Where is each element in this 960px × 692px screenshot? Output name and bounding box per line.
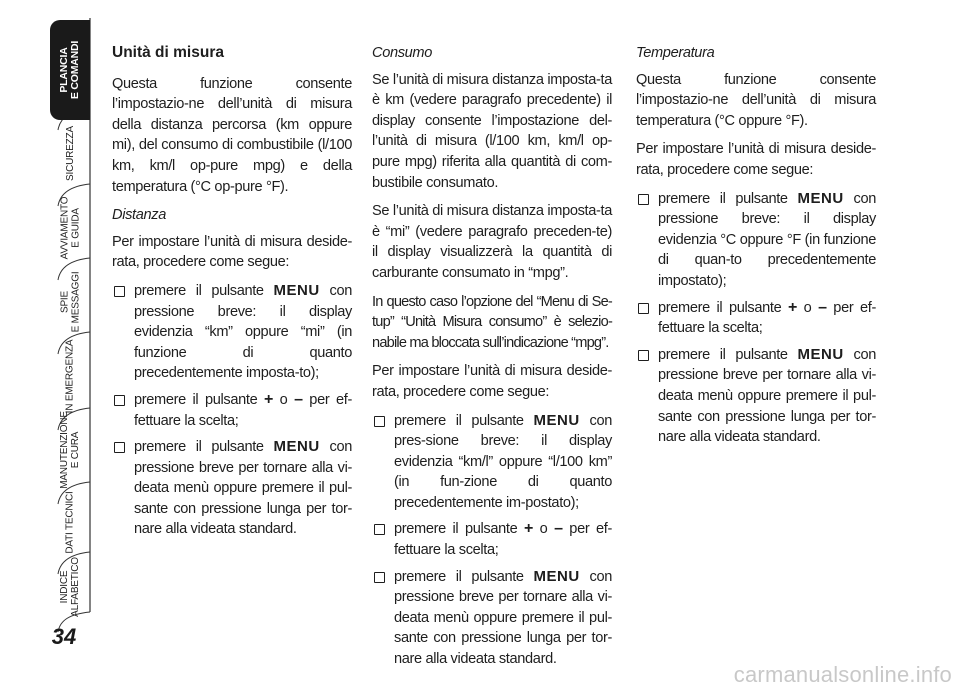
steps-list <box>112 281 352 540</box>
list-item: premere il pulsante MENU con pressione breve per tornare alla vi-deata menù oppure premere il pul-sante con pressione lunga per tor-nare alla videata standard. <box>112 437 352 540</box>
tab-indice-alfabetico[interactable]: INDICE ALFABETICO <box>59 557 81 617</box>
checkbox-bullet-icon <box>114 442 125 453</box>
minus-key: – <box>294 390 303 408</box>
checkbox-bullet-icon <box>374 572 385 583</box>
list-item: premere il pulsante MENU con pressione breve per tornare alla vi-deata menù oppure premere il pul-sante con pressione lunga per tor-nare alla videata standard. <box>372 567 612 670</box>
minus-key: – <box>554 520 563 538</box>
menu-key: MENU <box>797 189 844 207</box>
paragraph: Se l’unità di misura distanza imposta-ta è “mi” (vedere paragrafo preceden-te) il display visualizzerà la quantità di carburante consumato in “mpg”. <box>372 203 612 281</box>
menu-key: MENU <box>533 411 580 429</box>
tab-manutenzione-e-cura[interactable]: MANUTENZIONE E CURA <box>59 411 82 489</box>
checkbox-bullet-icon <box>374 416 385 427</box>
tab-in-emergenza[interactable]: IN EMERGENZA <box>64 339 76 413</box>
tab-avviamento-e-guida[interactable]: AVVIAMENTO E GUIDA <box>59 196 81 260</box>
list-item: premere il pulsante MENU con pressione breve: il display evidenzia “km” oppure “mi” (in funzione di quanto precedentemente imposta-to); <box>112 281 352 384</box>
minus-key: – <box>818 298 827 316</box>
menu-key: MENU <box>533 567 580 585</box>
list-item: premere il pulsante MENU con pressione breve: il display evidenzia °C oppure °F (in funzione di quan-to precedentemente impostato); <box>636 189 876 292</box>
tab-plancia-e-comandi[interactable]: PLANCIA E COMANDI <box>50 20 90 120</box>
section-title: Unità di misura <box>112 44 224 61</box>
lead-paragraph: Per impostare l’unità di misura deside-rata, procedere come segue: <box>112 233 352 271</box>
menu-key: MENU <box>797 345 844 363</box>
intro-paragraph: Questa funzione consente l’impostazio-ne dell’unità di misura temperatura (°C oppure °F). <box>636 71 876 129</box>
checkbox-bullet-icon <box>638 194 649 205</box>
page-number: 34 <box>51 624 77 649</box>
tab-spie-e-messaggi[interactable]: SPIE E MESSAGGI <box>59 271 82 333</box>
paragraph: In questo caso l’opzione del “Menu di Se-tup” “Unità Misura consumo” è selezio-nabile ma bloccata sull’indicazione “mpg”. <box>372 293 612 351</box>
checkbox-bullet-icon <box>374 524 385 535</box>
steps-list <box>372 411 612 670</box>
list-item: premere il pulsante MENU con pressione breve per tornare alla vi-deata menù oppure premere il pul-sante con pressione lunga per tor-nare alla videata standard. <box>636 345 876 448</box>
tab-dati-tecnici[interactable]: DATI TECNICI <box>64 490 76 554</box>
steps-list <box>636 189 876 448</box>
plus-key: + <box>264 390 274 408</box>
list-item: premere il pulsante + o – per ef-fettuare la scelta; <box>372 519 612 560</box>
subhead-consumo: Consumo <box>372 45 433 61</box>
list-item: premere il pulsante MENU con pres-sione breve: il display evidenzia “km/l” oppure “l/100 km” (in fun-zione di quanto precedentemente im-postato); <box>372 411 612 514</box>
watermark: carmanualsonline.info <box>733 662 952 687</box>
plus-key: + <box>524 520 534 538</box>
column-temperatura <box>636 43 876 456</box>
tab-sicurezza[interactable]: SICUREZZA <box>64 125 76 181</box>
plus-key: + <box>788 298 798 316</box>
subhead-temperatura: Temperatura <box>636 45 715 61</box>
menu-key: MENU <box>273 438 320 456</box>
column-unita-di-misura <box>112 43 352 548</box>
lead-paragraph: Per impostare l’unità di misura deside-rata, procedere come segue: <box>636 141 876 178</box>
list-item: premere il pulsante + o – per ef-fettuare la scelta; <box>112 390 352 431</box>
lead-paragraph: Per impostare l’unità di misura deside-rata, procedere come segue: <box>372 363 612 400</box>
menu-key: MENU <box>273 281 320 299</box>
checkbox-bullet-icon <box>638 303 649 314</box>
paragraph: Se l’unità di misura distanza imposta-ta è km (vedere paragrafo precedente) il display consente l’impostazione del-l’unità di misura (l/100 km, km/l op-pure mpg) riferita alla quantità di com-bustibile consumato. <box>372 71 612 191</box>
checkbox-bullet-icon <box>114 395 125 406</box>
subhead-distanza: Distanza <box>112 207 166 224</box>
checkbox-bullet-icon <box>114 286 125 297</box>
checkbox-bullet-icon <box>638 350 649 361</box>
chapter-tabs <box>0 0 96 692</box>
intro-paragraph: Questa funzione consente l’impostazio-ne dell’unità di misura della distanza percorsa (km oppure mi), del consumo di combustibile (l/100 km, km/l op-pure mpg) e della temperatura (°C op-pure °F). <box>112 75 352 195</box>
column-consumo <box>372 43 612 678</box>
list-item: premere il pulsante + o – per ef-fettuare la scelta; <box>636 298 876 339</box>
